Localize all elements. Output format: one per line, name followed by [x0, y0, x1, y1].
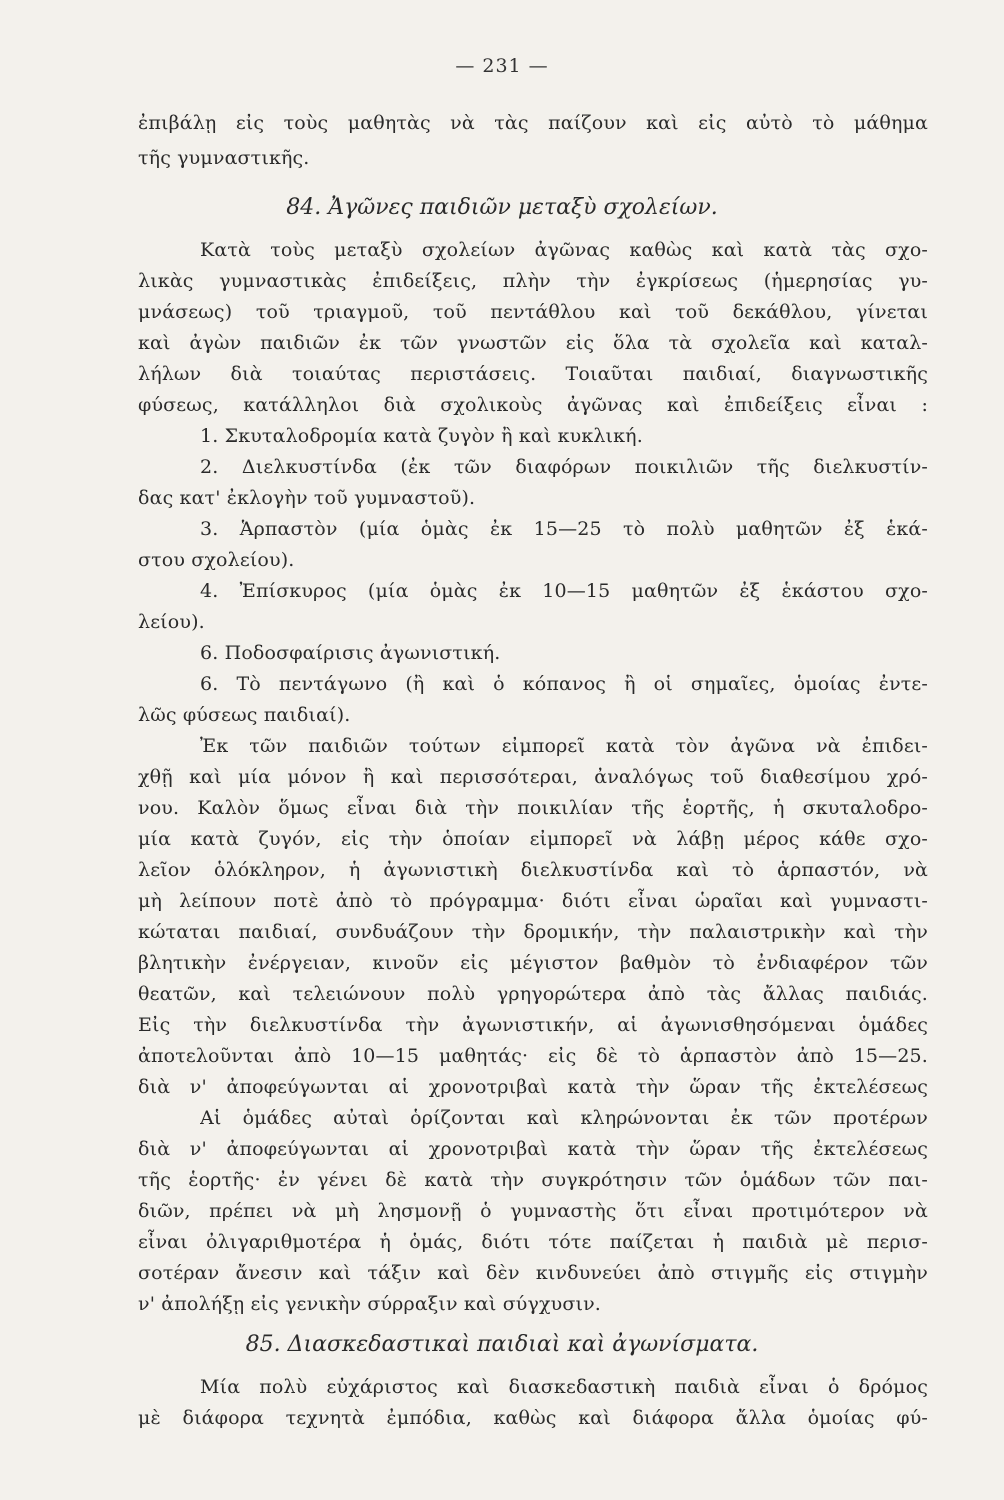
text-line: κώταται παιδιαί, συνδυάζουν τὴν δρομικήν, τὴν παλαιστρικὴν καὶ τὴν [138, 921, 928, 943]
list-item-continuation: λῶς φύσεως παιδιαί). [138, 704, 351, 726]
list-item: 3. Ἁρπαστὸν (μία ὁμὰς ἐκ 15—25 τὸ πολὺ μαθητῶν ἐξ ἑκά- [200, 518, 928, 540]
list-item-continuation: λείου). [138, 611, 205, 633]
text-line: χθῇ καὶ μία μόνον ἢ καὶ περισσότεραι, ἀναλόγως τοῦ διαθεσίμου χρό- [138, 766, 928, 788]
text-line: νου. Καλὸν ὅμως εἶναι διὰ τὴν ποικιλίαν τῆς ἑορτῆς, ἡ σκυταλοδρο- [138, 797, 928, 819]
text-line: ν' ἀπολήξῃ εἰς γενικὴν σύρραξιν καὶ σύγχυσιν. [138, 1293, 601, 1315]
text-line: καὶ ἀγὼν παιδιῶν ἐκ τῶν γνωστῶν εἰς ὅλα τὰ σχολεῖα καὶ καταλ- [138, 332, 928, 354]
section-heading: 85. Διασκεδαστικαὶ παιδιαὶ καὶ ἀγωνίσματα. [245, 1332, 759, 1357]
list-item-continuation: στου σχολείου). [138, 549, 295, 571]
text-line: θεατῶν, καὶ τελειώνουν πολὺ γρηγορώτερα ἀπὸ τὰς ἄλλας παιδιάς. [138, 983, 928, 1005]
text-line: Αἱ ὁμάδες αὐταὶ ὁρίζονται καὶ κληρώνονται ἐκ τῶν προτέρων [200, 1107, 928, 1129]
text-line: λεῖον ὁλόκληρον, ἡ ἀγωνιστικὴ διελκυστίνδα καὶ τὸ ἁρπαστόν, νὰ [138, 859, 928, 881]
text-line: τῆς γυμναστικῆς. [138, 147, 310, 169]
text-line: σοτέραν ἄνεσιν καὶ τάξιν καὶ δὲν κινδυνεύει ἀπὸ στιγμῆς εἰς στιγμὴν [138, 1262, 928, 1284]
text-line: μὴ λείπουν ποτὲ ἀπὸ τὸ πρόγραμμα· διότι εἶναι ὡραῖαι καὶ γυμναστι- [138, 890, 928, 912]
text-line: φύσεως, κατάλληλοι διὰ σχολικοὺς ἀγῶνας καὶ ἐπιδείξεις εἶναι : [138, 394, 928, 416]
text-line: λικὰς γυμναστικὰς ἐπιδείξεις, πλὴν τὴν ἐγκρίσεως (ἡμερησίας γυ- [138, 270, 928, 292]
list-item: 4. Ἐπίσκυρος (μία ὁμὰς ἐκ 10—15 μαθητῶν ἐξ ἑκάστου σχο- [200, 580, 928, 602]
text-line: μία κατὰ ζυγόν, εἰς τὴν ὁποίαν εἰμπορεῖ νὰ λάβῃ μέρος κάθε σχο- [138, 828, 928, 850]
page-number: — 231 — [455, 55, 549, 77]
text-line: Μία πολὺ εὐχάριστος καὶ διασκεδαστικὴ παιδιὰ εἶναι ὁ δρόμος [200, 1376, 928, 1398]
text-line: διὰ ν' ἀποφεύγωνται αἱ χρονοτριβαὶ κατὰ τὴν ὥραν τῆς ἐκτελέσεως [138, 1076, 928, 1098]
list-item: 2. Διελκυστίνδα (ἐκ τῶν διαφόρων ποικιλιῶν τῆς διελκυστίν- [200, 456, 928, 478]
text-line: τῆς ἑορτῆς· ἐν γένει δὲ κατὰ τὴν συγκρότησιν τῶν ὁμάδων τῶν παι- [138, 1169, 928, 1191]
text-line: μνάσεως) τοῦ τριαγμοῦ, τοῦ πεντάθλου καὶ τοῦ δεκάθλου, γίνεται [138, 301, 928, 323]
list-item: 6. Ποδοσφαίρισις ἀγωνιστική. [200, 642, 501, 664]
text-line: ἐπιβάλῃ εἰς τοὺς μαθητὰς νὰ τὰς παίζουν καὶ εἰς αὐτὸ τὸ μάθημα [138, 112, 928, 134]
list-item-continuation: δας κατ' ἐκλογὴν τοῦ γυμναστοῦ). [138, 487, 476, 509]
text-line: εἶναι ὀλιγαριθμοτέρα ἡ ὁμάς, διότι τότε παίζεται ἡ παιδιὰ μὲ περισ- [138, 1231, 928, 1253]
text-line: μὲ διάφορα τεχνητὰ ἐμπόδια, καθὼς καὶ διάφορα ἄλλα ὁμοίας φύ- [138, 1407, 928, 1429]
list-item: 1. Σκυταλοδρομία κατὰ ζυγὸν ἢ καὶ κυκλική. [200, 425, 643, 447]
text-line: λήλων διὰ τοιαύτας περιστάσεις. Τοιαῦται παιδιαί, διαγνωστικῆς [138, 363, 928, 385]
text-line: Εἰς τὴν διελκυστίνδα τὴν ἀγωνιστικήν, αἱ ἀγωνισθησόμεναι ὁμάδες [138, 1014, 928, 1036]
text-line: ἀποτελοῦνται ἀπὸ 10—15 μαθητάς· εἰς δὲ τὸ ἁρπαστὸν ἀπὸ 15—25. [138, 1045, 928, 1067]
text-line: διὰ ν' ἀποφεύγωνται αἱ χρονοτριβαὶ κατὰ τὴν ὥραν τῆς ἐκτελέσεως [138, 1138, 928, 1160]
text-line: Ἐκ τῶν παιδιῶν τούτων εἰμπορεῖ κατὰ τὸν ἀγῶνα νὰ ἐπιδει- [200, 735, 928, 757]
text-line: Κατὰ τοὺς μεταξὺ σχολείων ἀγῶνας καθὼς καὶ κατὰ τὰς σχο- [200, 239, 928, 261]
list-item: 6. Τὸ πεντάγωνο (ἢ καὶ ὁ κόπανος ἢ οἱ σημαῖες, ὁμοίας ἐντε- [200, 673, 928, 695]
section-heading: 84. Ἀγῶνες παιδιῶν μεταξὺ σχολείων. [286, 195, 718, 220]
text-line: βλητικὴν ἐνέργειαν, κινοῦν εἰς μέγιστον βαθμὸν τὸ ἐνδιαφέρον τῶν [138, 952, 928, 974]
text-line: διῶν, πρέπει νὰ μὴ λησμονῇ ὁ γυμναστὴς ὅτι εἶναι προτιμότερον νὰ [138, 1200, 928, 1222]
